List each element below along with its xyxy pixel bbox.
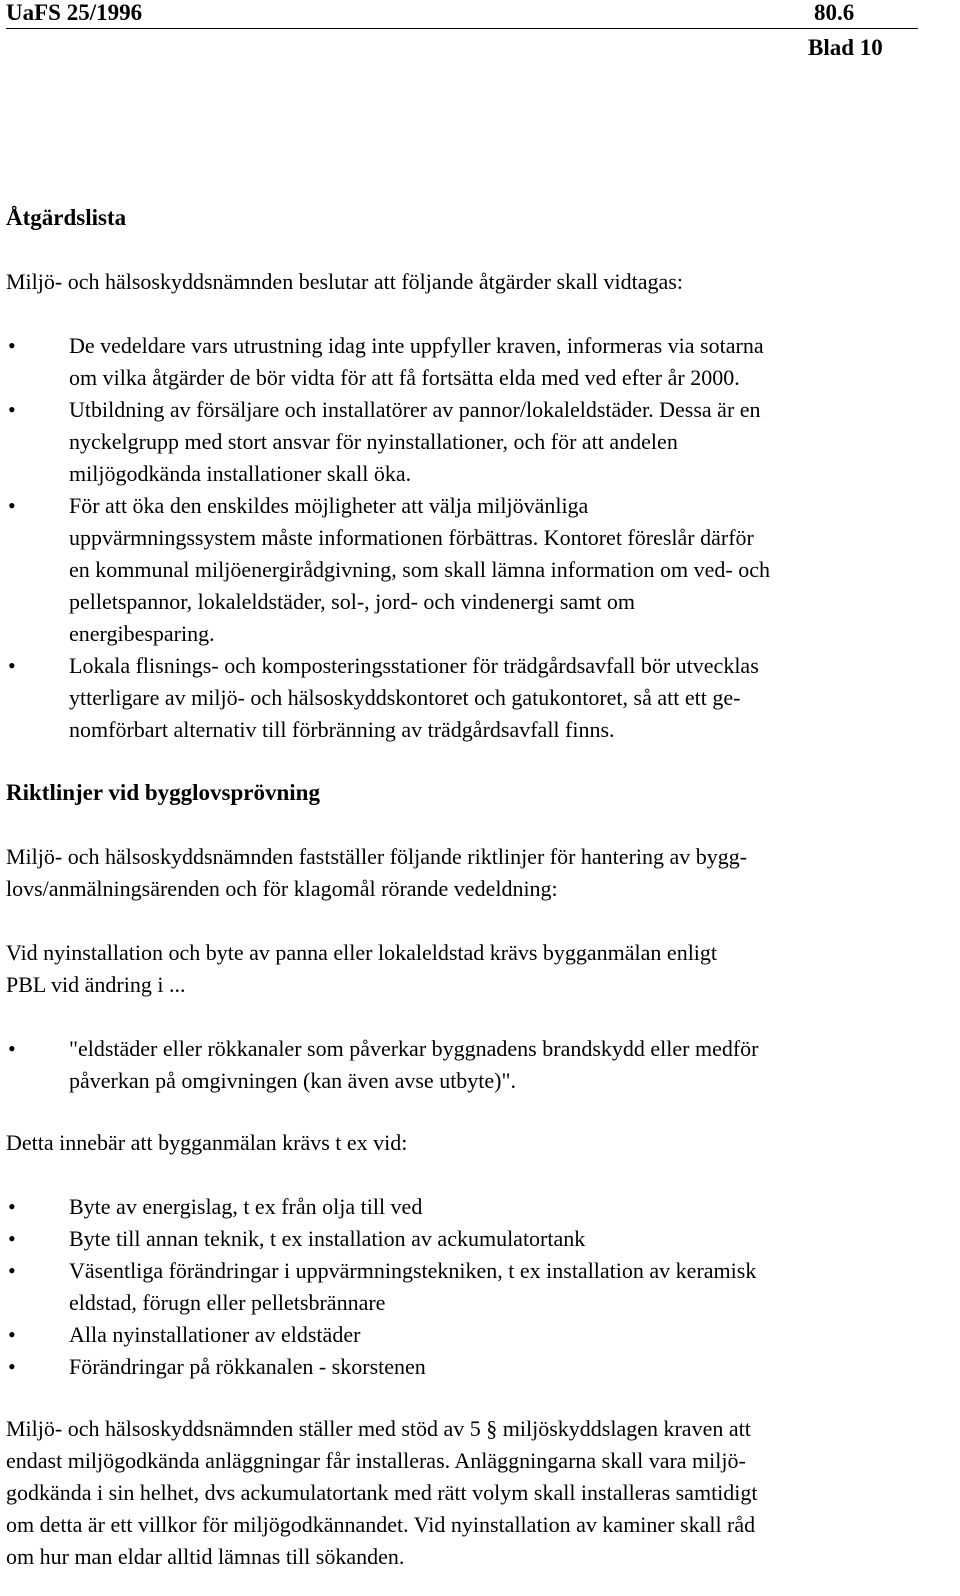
list-item-line: en kommunal miljöenergirådgivning, som skall lämna information om ved- och bbox=[69, 557, 771, 582]
list-item-line: energibesparing. bbox=[69, 621, 215, 646]
paragraph-line: om hur man eldar alltid lämnas till sökanden. bbox=[6, 1544, 405, 1569]
list-item-line: Lokala flisnings- och komposteringsstationer för trädgårdsavfall bör utvecklas bbox=[69, 653, 759, 678]
list-item bbox=[6, 490, 936, 650]
list-item-line: De vedeldare vars utrustning idag inte uppfyller kraven, informeras via sotarna bbox=[69, 333, 764, 358]
list-item-line: nomförbart alternativ till förbränning av trädgårdsavfall finns. bbox=[69, 717, 615, 742]
list-item-line: pelletspannor, lokaleldstäder, sol-, jord- och vindenergi samt om bbox=[69, 589, 636, 614]
page-header bbox=[6, 0, 918, 29]
paragraph-line: Miljö- och hälsoskyddsnämnden ställer med stöd av 5 § miljöskyddslagen kraven att bbox=[6, 1416, 751, 1441]
bullet-icon: • bbox=[8, 1194, 16, 1219]
paragraph-line: Miljö- och hälsoskyddsnämnden fastställer följande riktlinjer för hantering av bygg- bbox=[6, 844, 748, 869]
list-item-line: uppvärmningssystem måste informationen förbättras. Kontoret föreslår därför bbox=[69, 525, 754, 550]
list-item bbox=[6, 1255, 936, 1319]
bullet-icon: • bbox=[8, 1354, 16, 1379]
list-item-line: Utbildning av försäljare och installatörer av pannor/lokaleldstäder. Dessa är en bbox=[69, 397, 761, 422]
list-item-line: Förändringar på rökkanalen - skorstenen bbox=[69, 1354, 426, 1379]
section-number: 80.6 bbox=[814, 0, 855, 25]
requirement-intro: Detta innebär att bygganmälan krävs t ex vid: bbox=[6, 1130, 408, 1155]
list-item bbox=[6, 650, 936, 746]
bullet-icon: • bbox=[8, 1226, 16, 1251]
section-title-riktlinjer: Riktlinjer vid bygglovsprövning bbox=[6, 780, 320, 805]
cases-list bbox=[6, 1191, 936, 1383]
installation-paragraph bbox=[6, 937, 936, 1001]
action-list bbox=[6, 330, 936, 746]
paragraph-line: godkända i sin helhet, dvs ackumulatortank med rätt volym skall installeras samtidigt bbox=[6, 1480, 758, 1505]
bullet-icon: • bbox=[8, 493, 16, 518]
list-item bbox=[6, 1351, 936, 1383]
list-item-line: För att öka den enskildes möjligheter att välja miljövänliga bbox=[69, 493, 589, 518]
list-item bbox=[6, 1033, 936, 1097]
list-item bbox=[6, 1191, 936, 1223]
section-title-atgardslista: Åtgärdslista bbox=[6, 205, 127, 230]
document-code: UaFS 25/1996 bbox=[6, 0, 143, 25]
list-item-line: eldstad, förugn eller pelletsbrännare bbox=[69, 1290, 386, 1315]
intro-paragraph: Miljö- och hälsoskyddsnämnden beslutar att följande åtgärder skall vidtagas: bbox=[6, 269, 683, 294]
paragraph-line: om detta är ett villkor för miljögodkännandet. Vid nyinstallation av kaminer skall råd bbox=[6, 1512, 756, 1537]
paragraph-line: PBL vid ändring i ... bbox=[6, 972, 186, 997]
list-item bbox=[6, 394, 936, 490]
paragraph-line: Vid nyinstallation och byte av panna eller lokaleldstad krävs bygganmälan enligt bbox=[6, 940, 718, 965]
paragraph-line: endast miljögodkända anläggningar får installeras. Anläggningarna skall vara miljö- bbox=[6, 1448, 746, 1473]
bullet-icon: • bbox=[8, 1036, 16, 1061]
list-item bbox=[6, 330, 936, 394]
paragraph-line: lovs/anmälningsärenden och för klagomål rörande vedeldning: bbox=[6, 876, 558, 901]
quote-list bbox=[6, 1033, 936, 1097]
list-item-line: om vilka åtgärder de bör vidta för att få fortsätta elda med ved efter år 2000. bbox=[69, 365, 740, 390]
guidelines-paragraph bbox=[6, 841, 936, 905]
quote-line: påverkan på omgivningen (kan även avse utbyte)". bbox=[69, 1068, 516, 1093]
quote-line: "eldstäder eller rökkanaler som påverkar byggnadens brandskydd eller medför bbox=[69, 1036, 759, 1061]
closing-paragraph bbox=[6, 1413, 936, 1573]
list-item-line: ytterligare av miljö- och hälsoskyddskontoret och gatukontoret, så att ett ge- bbox=[69, 685, 741, 710]
list-item-line: Alla nyinstallationer av eldstäder bbox=[69, 1322, 361, 1347]
bullet-icon: • bbox=[8, 333, 16, 358]
bullet-icon: • bbox=[8, 397, 16, 422]
list-item-line: Väsentliga förändringar i uppvärmningstekniken, t ex installation av keramisk bbox=[69, 1258, 757, 1283]
list-item-line: nyckelgrupp med stort ansvar för nyinstallationer, och för att andelen bbox=[69, 429, 678, 454]
list-item-line: Byte till annan teknik, t ex installation av ackumulatortank bbox=[69, 1226, 586, 1251]
list-item-line: miljögodkända installationer skall öka. bbox=[69, 461, 412, 486]
list-item bbox=[6, 1319, 936, 1351]
sheet-number: Blad 10 bbox=[808, 35, 883, 60]
bullet-icon: • bbox=[8, 1322, 16, 1347]
bullet-icon: • bbox=[8, 653, 16, 678]
bullet-icon: • bbox=[8, 1258, 16, 1283]
list-item-line: Byte av energislag, t ex från olja till ved bbox=[69, 1194, 423, 1219]
list-item bbox=[6, 1223, 936, 1255]
